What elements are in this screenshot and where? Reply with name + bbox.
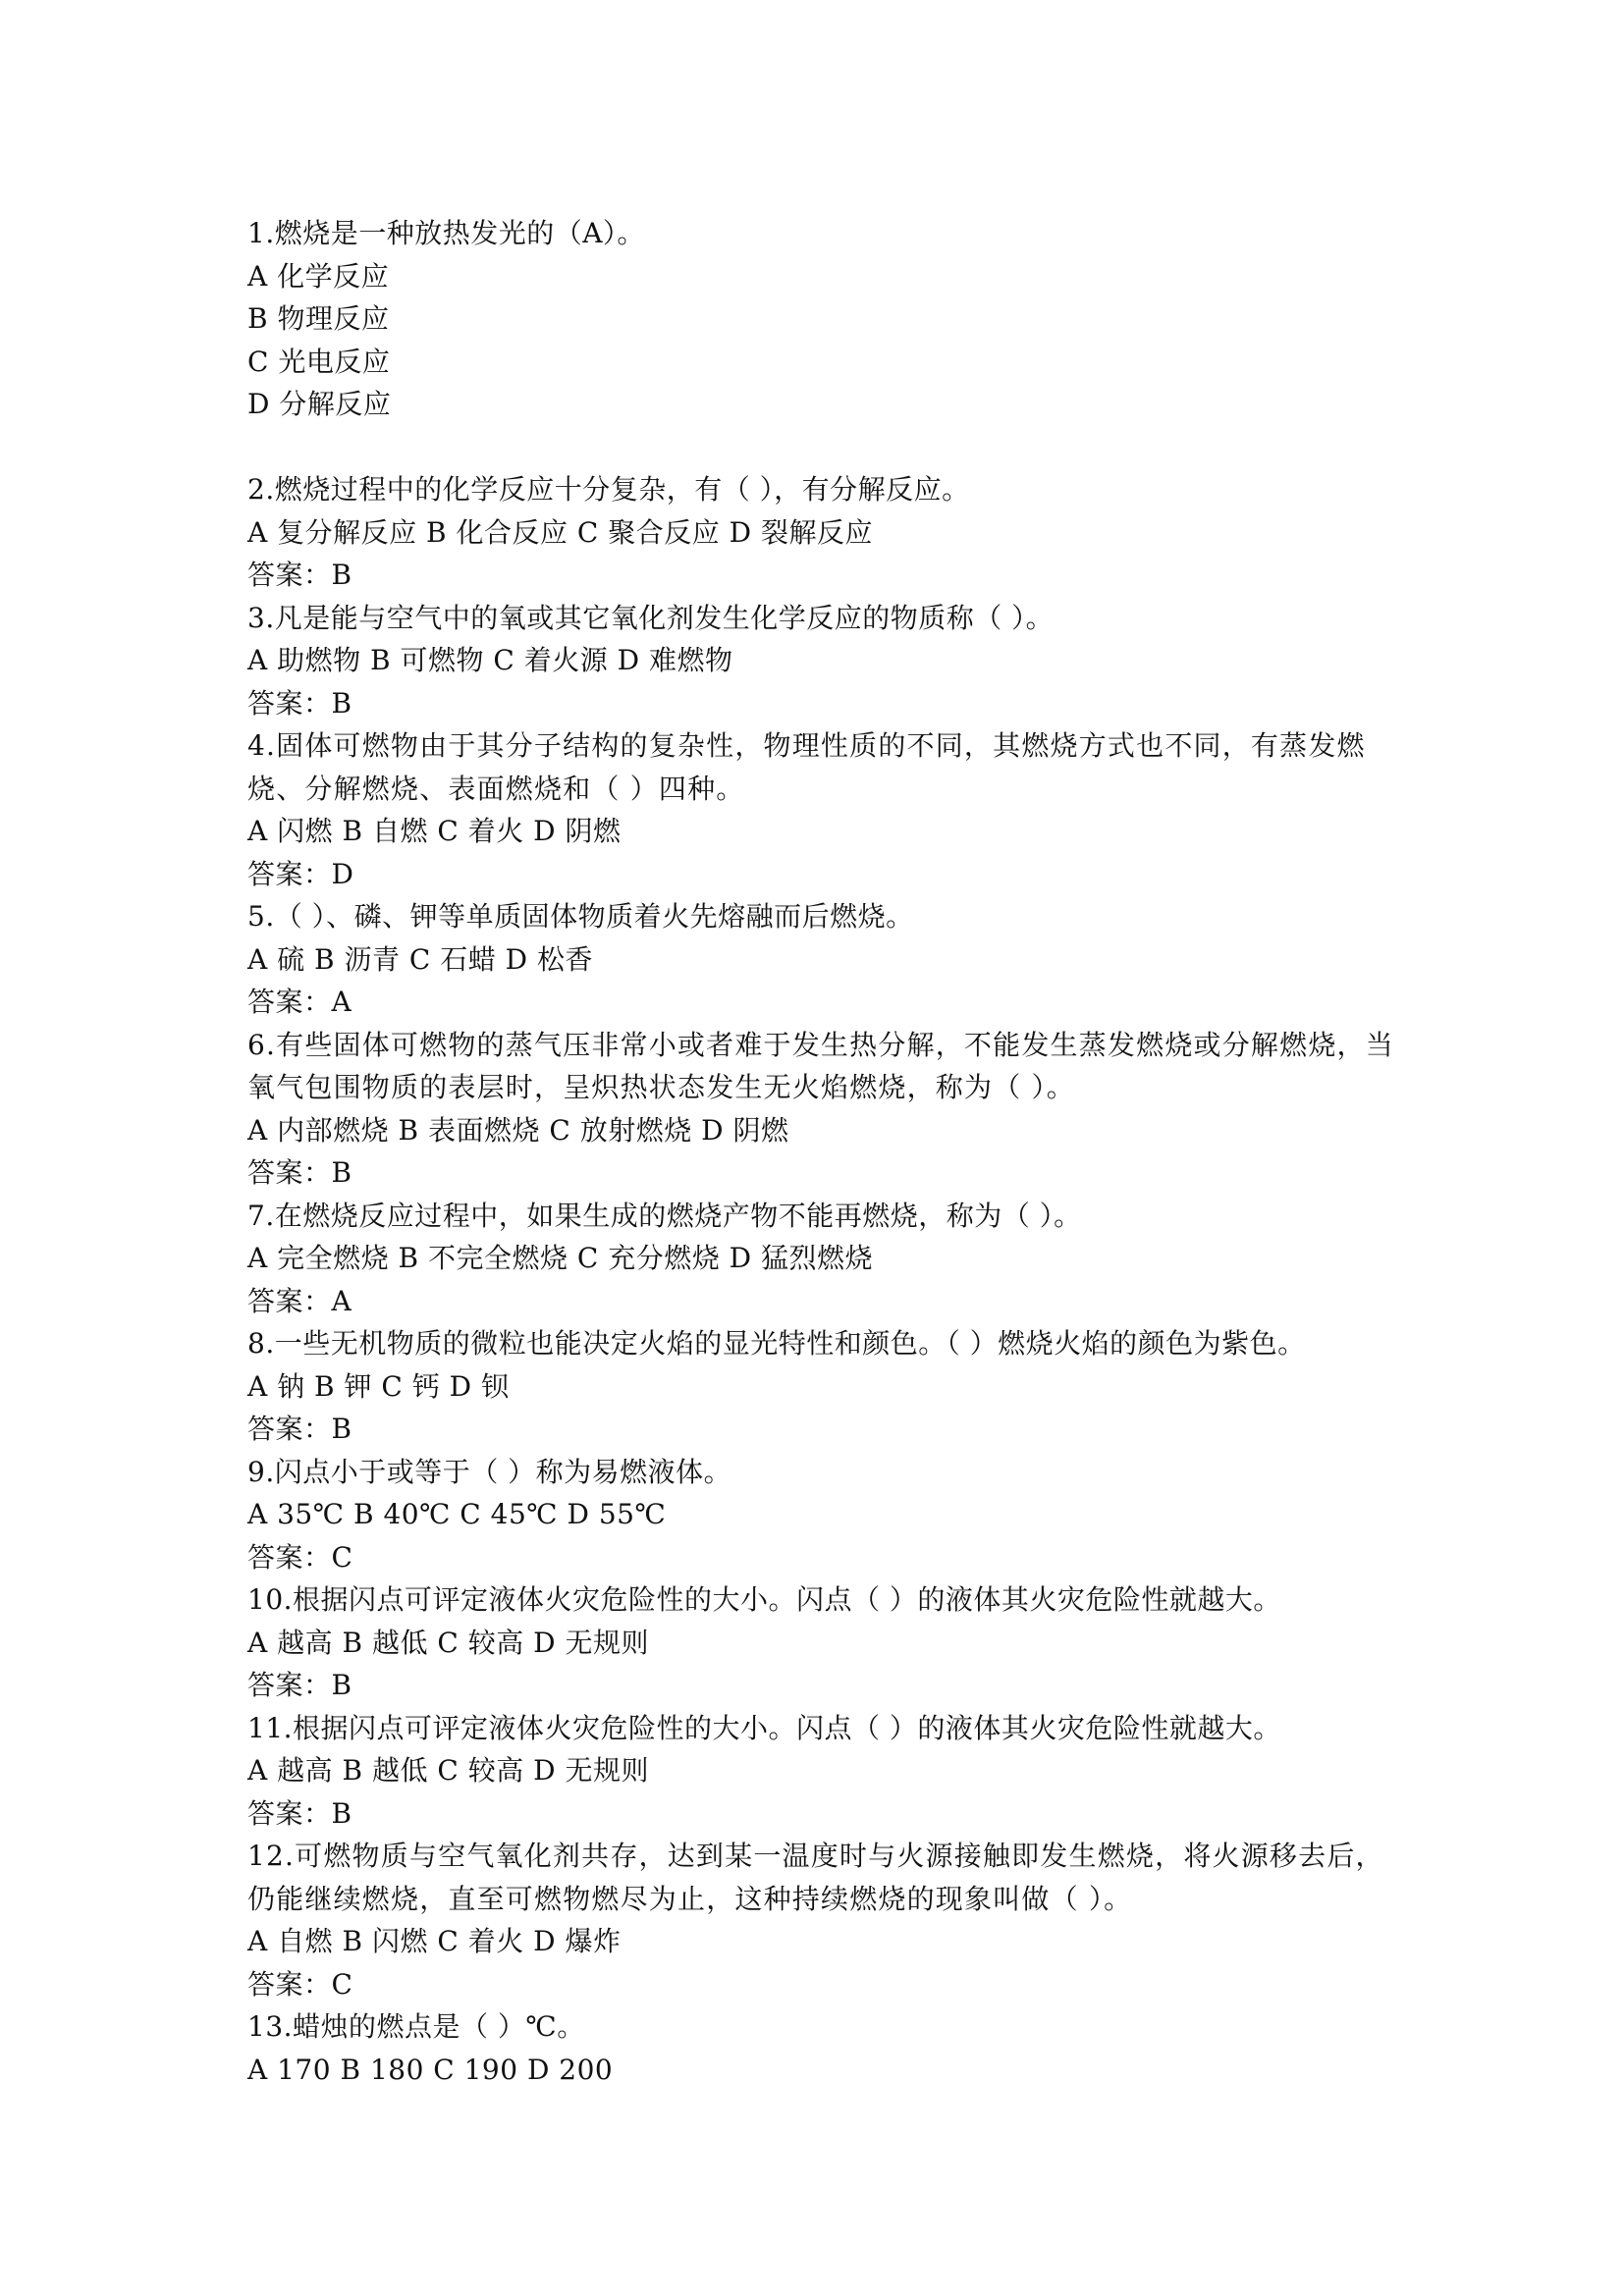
question-block-9 bbox=[247, 1451, 1396, 1579]
option-c: C 光电反应 bbox=[247, 345, 391, 378]
question-block-1 bbox=[247, 212, 1396, 426]
question-block-13 bbox=[247, 2005, 1396, 2091]
question-text: 6.有些固体可燃物的蒸气压非常小或者难于发生热分解，不能发生蒸发燃烧或分解燃烧，当氧气包围物质的表层时，呈炽热状态发生无火焰燃烧，称为（ ）。 bbox=[247, 1028, 1394, 1103]
question-text: 11.根据闪点可评定液体火灾危险性的大小。闪点（ ）的液体其火灾危险性就越大。 bbox=[247, 1711, 1281, 1744]
answer-line: 答案：B bbox=[247, 559, 352, 591]
question-text: 8.一些无机物质的微粒也能决定火焰的显光特性和颜色。（ ）燃烧火焰的颜色为紫色。 bbox=[247, 1327, 1306, 1360]
answer-line: 答案：A bbox=[247, 1284, 352, 1317]
options-line: A 复分解反应 B 化合反应 C 聚合反应 D 裂解反应 bbox=[247, 515, 873, 549]
question-block-11 bbox=[247, 1707, 1396, 1836]
question-block-4 bbox=[247, 724, 1396, 895]
answer-line: 答案：B bbox=[247, 1156, 352, 1189]
answer-line: 答案：C bbox=[247, 1540, 353, 1574]
options-line: A 越高 B 越低 C 较高 D 无规则 bbox=[247, 1626, 649, 1659]
options-line: A 闪燃 B 自燃 C 着火 D 阴燃 bbox=[247, 815, 622, 847]
question-block-12 bbox=[247, 1835, 1396, 2005]
question-block-5 bbox=[247, 895, 1396, 1024]
answer-line: 答案：D bbox=[247, 857, 354, 890]
option-a: A 化学反应 bbox=[247, 259, 390, 293]
question-list bbox=[247, 212, 1396, 2091]
option-d: D 分解反应 bbox=[247, 388, 392, 420]
question-text: 13.蜡烛的燃点是（ ）℃。 bbox=[247, 2010, 585, 2043]
options-line: A 170 B 180 C 190 D 200 bbox=[247, 2053, 614, 2086]
options-line: A 自燃 B 闪燃 C 着火 D 爆炸 bbox=[247, 1925, 622, 1957]
options-line: A 钠 B 钾 C 钙 D 钡 bbox=[247, 1369, 510, 1403]
question-block-6 bbox=[247, 1024, 1396, 1195]
option-b: B 物理反应 bbox=[247, 302, 390, 335]
question-text: 9.闪点小于或等于（ ）称为易燃液体。 bbox=[247, 1455, 732, 1488]
options-line: A 内部燃烧 B 表面燃烧 C 放射燃烧 D 阴燃 bbox=[247, 1113, 789, 1147]
question-text: 12.可燃物质与空气氧化剂共存，达到某一温度时与火源接触即发生燃烧，将火源移去后，仍能继续燃烧，直至可燃物燃尽为止，这种持续燃烧的现象叫做（ ）。 bbox=[247, 1840, 1384, 1915]
question-text: 1.燃烧是一种放热发光的（A）。 bbox=[247, 217, 645, 249]
options-line: A 助燃物 B 可燃物 C 着火源 D 难燃物 bbox=[247, 644, 733, 676]
answer-line: 答案：B bbox=[247, 686, 352, 720]
question-text: 5.（ ）、磷、钾等单质固体物质着火先熔融而后燃烧。 bbox=[247, 900, 914, 933]
question-block-8 bbox=[247, 1322, 1396, 1451]
answer-line: 答案：C bbox=[247, 1967, 353, 2001]
answer-line: 答案：A bbox=[247, 986, 352, 1018]
options-line: A 越高 B 越低 C 较高 D 无规则 bbox=[247, 1754, 649, 1787]
question-text: 10.根据闪点可评定液体火灾危险性的大小。闪点（ ）的液体其火灾危险性就越大。 bbox=[247, 1583, 1281, 1616]
answer-line: 答案：B bbox=[247, 1796, 352, 1830]
options-line: A 完全燃烧 B 不完全燃烧 C 充分燃烧 D 猛烈燃烧 bbox=[247, 1242, 873, 1274]
answer-line: 答案：B bbox=[247, 1669, 352, 1701]
question-text: 7.在燃烧反应过程中，如果生成的燃烧产物不能再燃烧，称为（ ）。 bbox=[247, 1199, 1082, 1232]
question-block-2 bbox=[247, 468, 1396, 597]
blank-line bbox=[247, 426, 1396, 469]
question-text: 3.凡是能与空气中的氧或其它氧化剂发生化学反应的物质称（ ）。 bbox=[247, 601, 1055, 634]
question-block-7 bbox=[247, 1195, 1396, 1323]
question-text: 4.固体可燃物由于其分子结构的复杂性，物理性质的不同，其燃烧方式也不同，有蒸发燃烧、分解燃烧、表面燃烧和（ ）四种。 bbox=[247, 729, 1366, 805]
question-block-10 bbox=[247, 1578, 1396, 1707]
options-line: A 硫 B 沥青 C 石蜡 D 松香 bbox=[247, 942, 593, 976]
question-text: 2.燃烧过程中的化学反应十分复杂，有（ ），有分解反应。 bbox=[247, 473, 970, 506]
answer-line: 答案：B bbox=[247, 1413, 352, 1445]
question-block-3 bbox=[247, 597, 1396, 725]
options-line: A 35℃ B 40℃ C 45℃ D 55℃ bbox=[247, 1498, 667, 1530]
